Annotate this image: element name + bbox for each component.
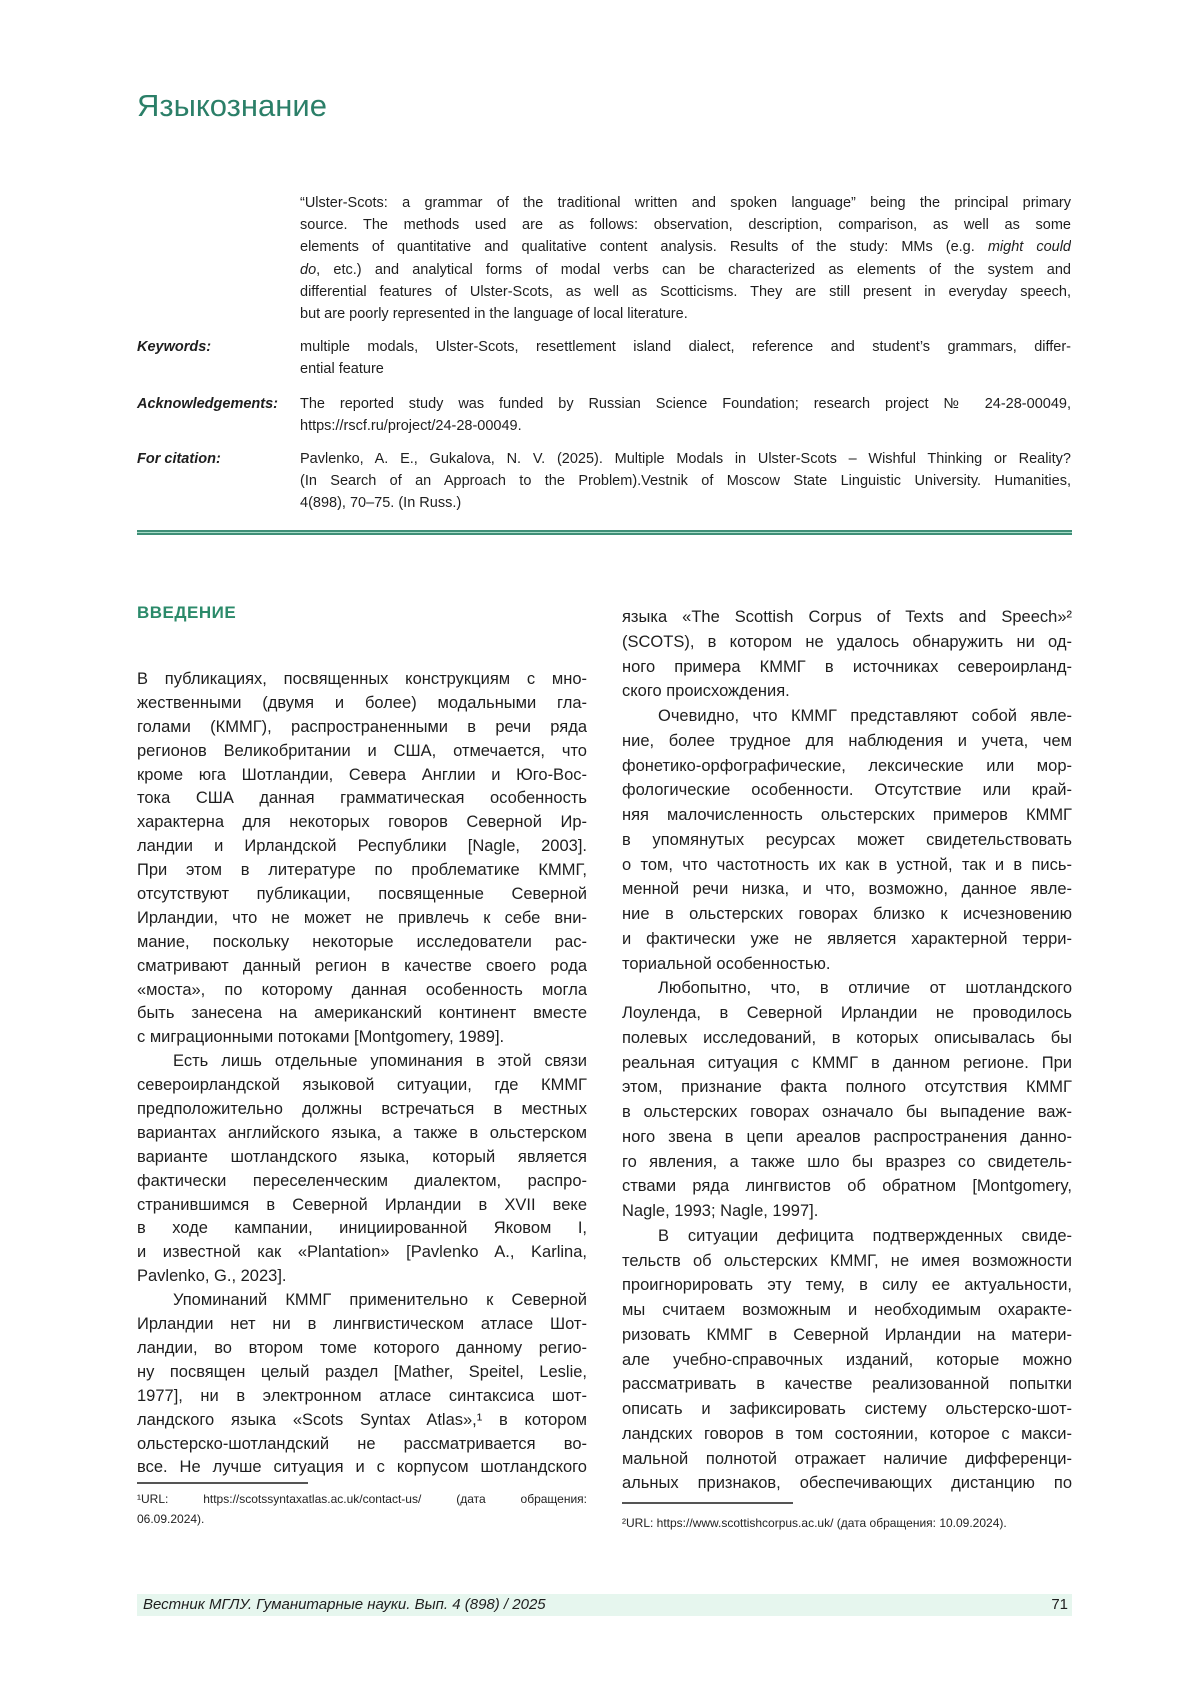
footnote-line: 06.09.2024). xyxy=(137,1509,587,1529)
meta-value-line: Pavlenko, A. E., Gukalova, N. V. (2025). Multiple Modals in Ulster-Scots – Wishful Thinking or Reality? xyxy=(300,448,1071,470)
meta-label: Acknowledgements: xyxy=(137,393,278,415)
body-column-left xyxy=(137,668,587,1480)
text-line: быть занесена на американский континент вместе xyxy=(137,1002,587,1026)
abstract-line xyxy=(300,236,1071,258)
abstract-text: but are poorly represented in the language of local literature. xyxy=(300,306,688,322)
text-line: «моста», по которому данная особенность могла xyxy=(137,979,587,1003)
text-line: При этом в литературе по проблематике КММГ, xyxy=(137,859,587,883)
meta-label: For citation: xyxy=(137,448,221,470)
meta-value-line: ential feature xyxy=(300,358,1071,380)
text-line: фонетико-орфографические, лексические или мор- xyxy=(622,754,1072,779)
footnote-1 xyxy=(137,1489,587,1529)
meta-value-line: https://rscf.ru/project/24-28-00049. xyxy=(300,415,1071,437)
text-line: 1977], ни в электронном атласе синтаксиса шот- xyxy=(137,1385,587,1409)
text-line: языка «The Scottish Corpus of Texts and Speech»² xyxy=(622,605,1072,630)
abstract-line xyxy=(300,214,1071,236)
text-line: жественными (двумя и более) модальными гла- xyxy=(137,692,587,716)
abstract-italic-text: might could xyxy=(988,239,1071,255)
section-title: Языкознание xyxy=(137,86,327,126)
paragraph xyxy=(622,1224,1072,1496)
text-line: ние, более трудное для наблюдения и учета, чем xyxy=(622,729,1072,754)
text-line: ризовать КММГ в Северной Ирландии на матери- xyxy=(622,1323,1072,1348)
text-line: с миграционными потоками [Montgomery, 1989]. xyxy=(137,1026,587,1050)
page-number: 71 xyxy=(1051,1594,1068,1616)
abstract-line xyxy=(300,192,1071,214)
text-line: В публикациях, посвященных конструкциям с мно- xyxy=(137,668,587,692)
text-line: фологические особенности. Отсутствие или край- xyxy=(622,778,1072,803)
abstract-text: elements of quantitative and qualitative content analysis. Results of the study: MMs (e.g. xyxy=(300,239,988,255)
abstract-text: differential features of Ulster-Scots, as well as Scotticisms. They are still present in everyday speech, xyxy=(300,284,1071,300)
text-line: ского происхождения. xyxy=(622,679,1072,704)
text-line: няя малочисленность ольстерских примеров КММГ xyxy=(622,803,1072,828)
intro-heading: ВВЕДЕНИЕ xyxy=(137,602,236,624)
text-line: мание, поскольку некоторые исследователи рас- xyxy=(137,931,587,955)
text-line: го явления, а также шло бы вразрез со свидетель- xyxy=(622,1150,1072,1175)
meta-value xyxy=(300,393,1071,437)
meta-value-line: (In Search of an Approach to the Problem).Vestnik of Moscow State Linguistic University. Humanities, xyxy=(300,470,1071,492)
abstract-text: source. The methods used are as follows: observation, description, comparison, as well as some xyxy=(300,217,1071,233)
text-line: этом, признание факта полного отсутствия КММГ xyxy=(622,1075,1072,1100)
abstract-line xyxy=(300,281,1071,303)
text-line: отсутствуют публикации, посвященные Северной xyxy=(137,883,587,907)
abstract-line xyxy=(300,303,1071,325)
text-line: Pavlenko, G., 2023]. xyxy=(137,1265,587,1289)
text-line: мы считаем возможным и необходимым охаракте- xyxy=(622,1298,1072,1323)
text-line: ландии и Ирландской Республики [Nagle, 2003]. xyxy=(137,835,587,859)
footnote-line: ¹URL: https://scotssyntaxatlas.ac.uk/contact-us/ (дата обращения: xyxy=(137,1489,587,1509)
abstract-continuation xyxy=(300,192,1071,325)
page-footer xyxy=(137,1594,1072,1616)
paragraph xyxy=(622,976,1072,1224)
text-line: Упоминаний КММГ применительно к Северной xyxy=(137,1289,587,1313)
text-line: характерна для некоторых говоров Северной Ир- xyxy=(137,811,587,835)
body-column-right xyxy=(622,605,1072,1496)
paragraph xyxy=(137,668,587,1050)
text-line: Nagle, 1993; Nagle, 1997]. xyxy=(622,1199,1072,1224)
text-line: ну посвящен целый раздел [Mather, Speitel, Leslie, xyxy=(137,1361,587,1385)
text-line: предположительно должны встречаться в местных xyxy=(137,1098,587,1122)
text-line: Ирландии нет ни в лингвистическом атласе Шот- xyxy=(137,1313,587,1337)
abstract-line xyxy=(300,259,1071,281)
footnote-line: ²URL: https://www.scottishcorpus.ac.uk/ (дата обращения: 10.09.2024). xyxy=(622,1513,1072,1533)
text-line: ние в ольстерских говорах близко к исчезновению xyxy=(622,902,1072,927)
meta-label: Keywords: xyxy=(137,336,211,358)
text-line: реальная ситуация с КММГ в данном регионе. При xyxy=(622,1051,1072,1076)
text-line: в упомянутых ресурсах может свидетельствовать xyxy=(622,828,1072,853)
text-line: полевых исследований, в которых описывалась бы xyxy=(622,1026,1072,1051)
meta-value-line: 4(898), 70–75. (In Russ.) xyxy=(300,492,1071,514)
text-line: Есть лишь отдельные упоминания в этой связи xyxy=(137,1050,587,1074)
text-line: ольстерско-шотландский не рассматривается во- xyxy=(137,1433,587,1457)
text-line: фактически переселенческим диалектом, распро- xyxy=(137,1170,587,1194)
footnote-rule-left xyxy=(137,1482,308,1484)
meta-value-line: multiple modals, Ulster-Scots, resettlement island dialect, reference and student’s grammars, differ- xyxy=(300,336,1071,358)
text-line: регионов Великобритании и США, отмечается, что xyxy=(137,740,587,764)
text-line: все. Не лучше ситуация и с корпусом шотландского xyxy=(137,1456,587,1480)
text-line: Ирландии, что не может не привлечь к себе вни- xyxy=(137,907,587,931)
footnote-rule-right xyxy=(622,1502,793,1504)
text-line: ного звена в цепи ареалов распространения данно- xyxy=(622,1125,1072,1150)
text-line: тока США данная грамматическая особенность xyxy=(137,787,587,811)
text-line: голами (КММГ), распространенными в речи ряда xyxy=(137,716,587,740)
text-line: о том, что частотность их как в устной, так и в пись- xyxy=(622,853,1072,878)
text-line: (SCOTS), в котором не удалось обнаружить ни од- xyxy=(622,630,1072,655)
text-line: описать и зафиксировать систему ольстерско-шот- xyxy=(622,1397,1072,1422)
paragraph xyxy=(622,605,1072,704)
text-line: Лоуленда, в Северной Ирландии не проводилось xyxy=(622,1001,1072,1026)
text-line: вариантах английского языка, а также в ольстерском xyxy=(137,1122,587,1146)
abstract-text: , etc.) and analytical forms of modal verbs can be characterized as elements of the system and xyxy=(316,262,1071,278)
abstract-text: “Ulster-Scots: a grammar of the traditional written and spoken language” being the principal primary xyxy=(300,195,1071,211)
text-line: ствами ряда лингвистов об обратном [Montgomery, xyxy=(622,1174,1072,1199)
text-line: В ситуации дефицита подтвержденных свиде- xyxy=(622,1224,1072,1249)
text-line: але учебно-справочных изданий, которые можно xyxy=(622,1348,1072,1373)
text-line: мальной полнотой отражает наличие дифференци- xyxy=(622,1447,1072,1472)
text-line: ландских говоров в том состоянии, которое с макси- xyxy=(622,1422,1072,1447)
text-line: рассматривать в качестве реализованной попытки xyxy=(622,1372,1072,1397)
footnote-2 xyxy=(622,1513,1072,1533)
text-line: кроме юга Шотландии, Севера Англии и Юго-Вос- xyxy=(137,764,587,788)
footer-journal-title: Вестник МГЛУ. Гуманитарные науки. Вып. 4 (898) / 2025 xyxy=(143,1594,546,1616)
paragraph xyxy=(137,1289,587,1480)
text-line: Любопытно, что, в отличие от шотландского xyxy=(622,976,1072,1001)
text-line: странившимся в Северной Ирландии в XVII веке xyxy=(137,1194,587,1218)
text-line: в ходе кампании, инициированной Яковом I, xyxy=(137,1217,587,1241)
text-line: ландского языка «Scots Syntax Atlas»,¹ в котором xyxy=(137,1409,587,1433)
text-line: менной речи низка, и что, возможно, данное явле- xyxy=(622,877,1072,902)
text-line: и фактически уже не является характерной терри- xyxy=(622,927,1072,952)
text-line: тельств об ольстерских КММГ, не имея возможности xyxy=(622,1249,1072,1274)
text-line: североирландской языковой ситуации, где КММГ xyxy=(137,1074,587,1098)
meta-value xyxy=(300,336,1071,380)
text-line: в ольстерских говорах означало бы выпадение важ- xyxy=(622,1100,1072,1125)
text-line: варианте шотландского языка, который является xyxy=(137,1146,587,1170)
meta-value xyxy=(300,448,1071,515)
paragraph xyxy=(622,704,1072,976)
text-line: и известной как «Plantation» [Pavlenko A., Karlina, xyxy=(137,1241,587,1265)
text-line: ного примера КММГ в источниках североирланд- xyxy=(622,655,1072,680)
text-line: ландии, во втором томе которого данному регио- xyxy=(137,1337,587,1361)
text-line: проигнорировать эту тему, в силу ее актуальности, xyxy=(622,1273,1072,1298)
text-line: ториальной особенностью. xyxy=(622,952,1072,977)
text-line: альных признаков, обеспечивающих дистанцию по xyxy=(622,1471,1072,1496)
meta-value-line: The reported study was funded by Russian Science Foundation; research project № 24-28-00049, xyxy=(300,393,1071,415)
text-line: сматривают данный регион в качестве своего рода xyxy=(137,955,587,979)
paragraph xyxy=(137,1050,587,1289)
text-line: Очевидно, что КММГ представляют собой явле- xyxy=(622,704,1072,729)
section-divider xyxy=(137,530,1072,535)
abstract-italic-text: do xyxy=(300,262,316,278)
